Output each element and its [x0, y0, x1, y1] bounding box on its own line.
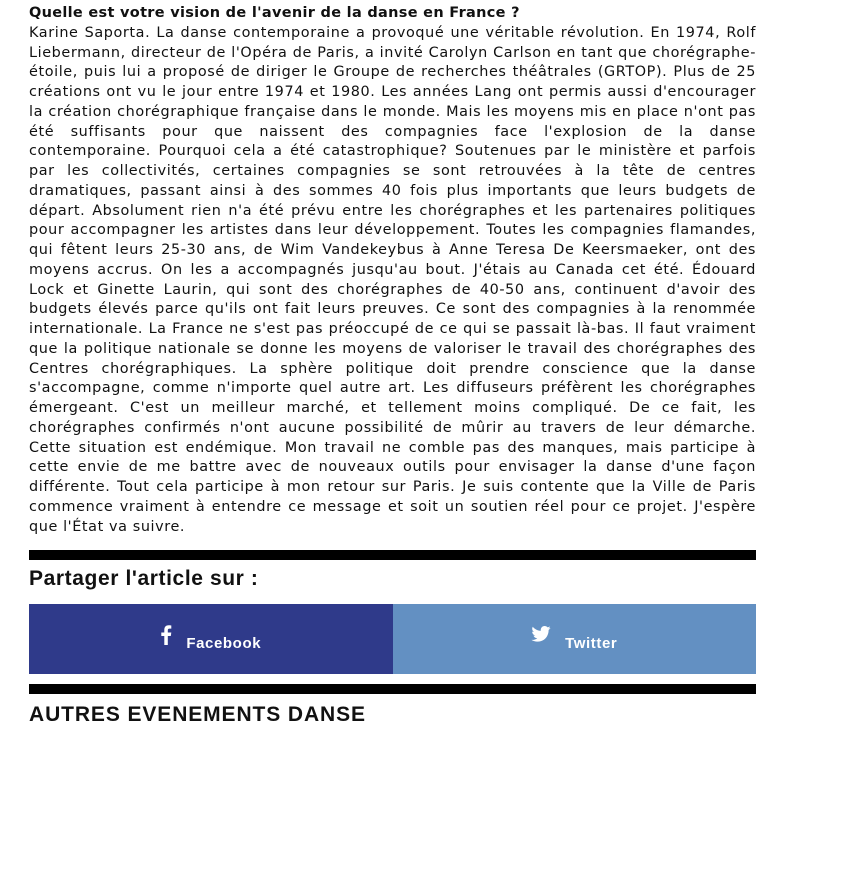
twitter-icon: [531, 626, 551, 642]
facebook-label: Facebook: [186, 634, 262, 652]
related-events-heading: AUTRES EVENEMENTS DANSE: [29, 703, 366, 726]
share-heading: Partager l'article sur :: [29, 567, 259, 590]
facebook-icon: [160, 625, 172, 645]
interview-answer: Karine Saporta. La danse contemporaine a provoqué une véritable révolution. En 1974, Rolf Liebermann, directeur de l'Opéra de Paris, a invité Carolyn Carlson en tant que chorégraphe-étoile, puis lui a proposé de diriger le Groupe de recherches théâtrales (GRTOP). Plus de 25 créations ont vu le jour entre 1974 et 1980. Les années Lang ont permis aussi d'encourager la création chorégraphique française dans le monde. Mais les moyens mis en place n'ont pas été suffisants pour que naissent des compagnies face l'explosion de la danse contemporaine. Pourquoi cela a été catastrophique? Soutenues par le ministère et parfois par les collectivités, certaines compagnies se sont retrouvées à la tête de centres dramatiques, passant ainsi à des sommes 40 fois plus importants que leurs budgets de départ. Absolument rien n'a été prévu entre les chorégraphes et les partenaires politiques pour accompagner les artistes dans leur développement. Toutes les compagnies flamandes, qui fêtent leurs 25-30 ans, de Wim Vandekeybus à Anne Teresa De Keersmaeker, ont des moyens accrus. On les a accompagnés jusqu'au bout. J'étais au Canada cet été. Édouard Lock et Ginette Laurin, qui sont des chorégraphes de 40-50 ans, continuent d'avoir des budgets élevés parce qu'ils ont fait leurs preuves. Ce sont des compagnies à la renommée internationale. La France ne s'est pas préoccupé de ce qui se passait là-bas. Il faut vraiment que la politique nationale se donne les moyens de valoriser le travail des chorégraphes des Centres chorégraphiques. La sphère politique doit prendre conscience que la danse s'accompagne, comme n'importe quel autre art. Les diffuseurs préfèrent les chorégraphes émergeant. C'est un meilleur marché, et tellement moins compliqué. De ce fait, les chorégraphes confirmés n'ont aucune possibilité de mûrir au travers de leur démarche. Cette situation est endémique. Mon travail ne comble pas des manques, mais participe à cette envie de me battre avec de nouveaux outils pour envisager la danse d'une façon différente. Tout cela participe à mon retour sur Paris. Je suis contente que la Ville de Paris commence vraiment à entendre ce message et soit un soutien réel pour ce projet. J'espère que l'État va suivre.: [29, 24, 756, 535]
twitter-label: Twitter: [565, 634, 618, 652]
article-body: [29, 4, 756, 537]
section-divider: [29, 684, 756, 694]
twitter-share-button[interactable]: [393, 604, 757, 674]
share-buttons: [29, 604, 756, 674]
section-divider: [29, 550, 756, 560]
interview-question: Quelle est votre vision de l'avenir de la danse en France ?: [29, 5, 520, 21]
facebook-share-button[interactable]: [29, 604, 393, 674]
